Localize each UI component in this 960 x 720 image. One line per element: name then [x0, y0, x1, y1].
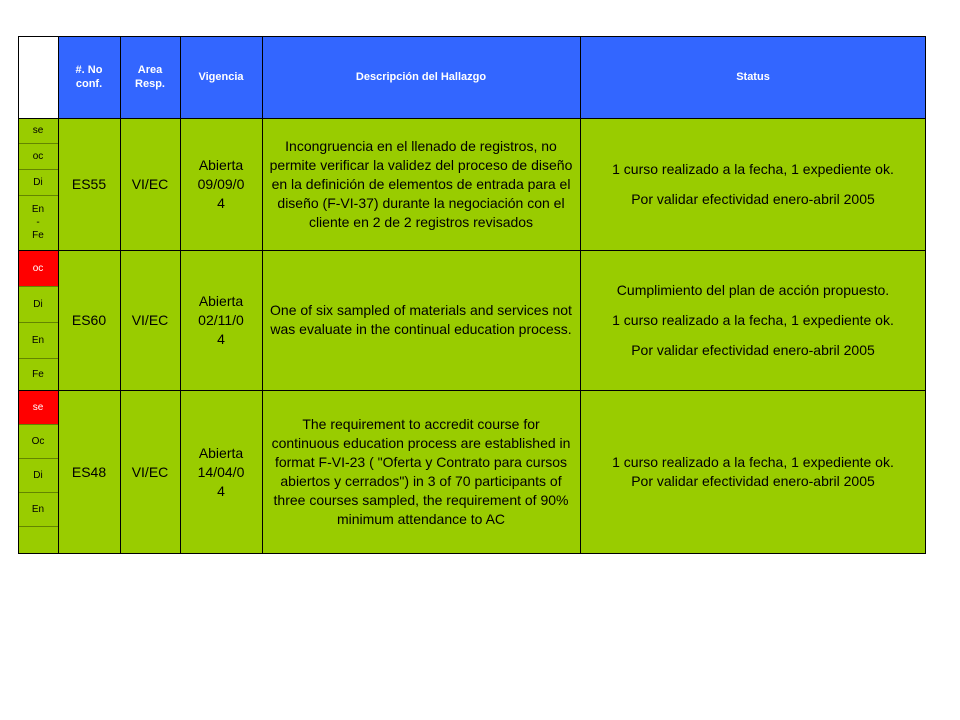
header-blank-cell: [18, 36, 58, 118]
row1-side-4: En - Fe: [18, 195, 58, 250]
header-vigencia: Vigencia: [180, 36, 262, 118]
row1-status: [580, 118, 926, 250]
row3-side-2: Oc: [18, 424, 58, 458]
row3-status-line-1: 1 curso realizado a la fecha, 1 expediente ok.: [612, 454, 894, 470]
row2-side-4: Fe: [18, 358, 58, 390]
row3-side-1: se: [18, 390, 58, 424]
row2-status-line-3: Por validar efectividad enero-abril 2005: [631, 341, 875, 358]
header-descripcion: Descripción del Hallazgo: [262, 36, 580, 118]
row1-descripcion: Incongruencia en el llenado de registros, no permite verificar la validez del proceso de diseño en la definición de elementos de entrada para el diseño (F-VI-37) durante la negociación con el cliente en 2 de 2 registros revisados: [262, 118, 580, 250]
row1-side-2: oc: [18, 143, 58, 169]
row2-side-3: En: [18, 322, 58, 358]
row1-status-line-1: 1 curso realizado a la fecha, 1 expediente ok.: [612, 160, 894, 177]
row2-area: VI/EC: [120, 250, 180, 390]
row2-descripcion: One of six sampled of materials and services not was evaluate in the continual education process.: [262, 250, 580, 390]
row1-vigencia: Abierta 09/09/0 4: [180, 118, 262, 250]
row3-num: ES48: [58, 390, 120, 554]
row3-side-4: En: [18, 492, 58, 526]
row1-num: ES55: [58, 118, 120, 250]
row2-side-1: oc: [18, 250, 58, 286]
row1-area: VI/EC: [120, 118, 180, 250]
header-status: Status: [580, 36, 926, 118]
findings-table: [18, 36, 926, 554]
header-area: Area Resp.: [120, 36, 180, 118]
row3-side-5: [18, 526, 58, 554]
row2-status-line-1: Cumplimiento del plan de acción propuesto.: [616, 281, 890, 298]
row3-area: VI/EC: [120, 390, 180, 554]
row2-status: [580, 250, 926, 390]
row3-descripcion: The requirement to accredit course for continuous education process are established in format F-VI-23 ( "Oferta y Contrato para cursos abiertos y cerrados") in 3 of 70 participants of three courses sampled, the requirement of 90% minimum attendance to AC: [262, 390, 580, 554]
row1-status-line-2: Por validar efectividad enero-abril 2005: [631, 190, 875, 207]
row3-status-line-2: Por validar efectividad enero-abril 2005: [631, 473, 875, 489]
row2-num: ES60: [58, 250, 120, 390]
row2-status-line-2: 1 curso realizado a la fecha, 1 expediente ok.: [612, 311, 894, 328]
row3-status: [580, 390, 926, 554]
header-num: #. No conf.: [58, 36, 120, 118]
row2-vigencia: Abierta 02/11/0 4: [180, 250, 262, 390]
row3-vigencia: Abierta 14/04/0 4: [180, 390, 262, 554]
row1-side-1: se: [18, 118, 58, 143]
row3-side-3: Di: [18, 458, 58, 492]
row2-side-2: Di: [18, 286, 58, 322]
row1-side-3: Di: [18, 169, 58, 195]
